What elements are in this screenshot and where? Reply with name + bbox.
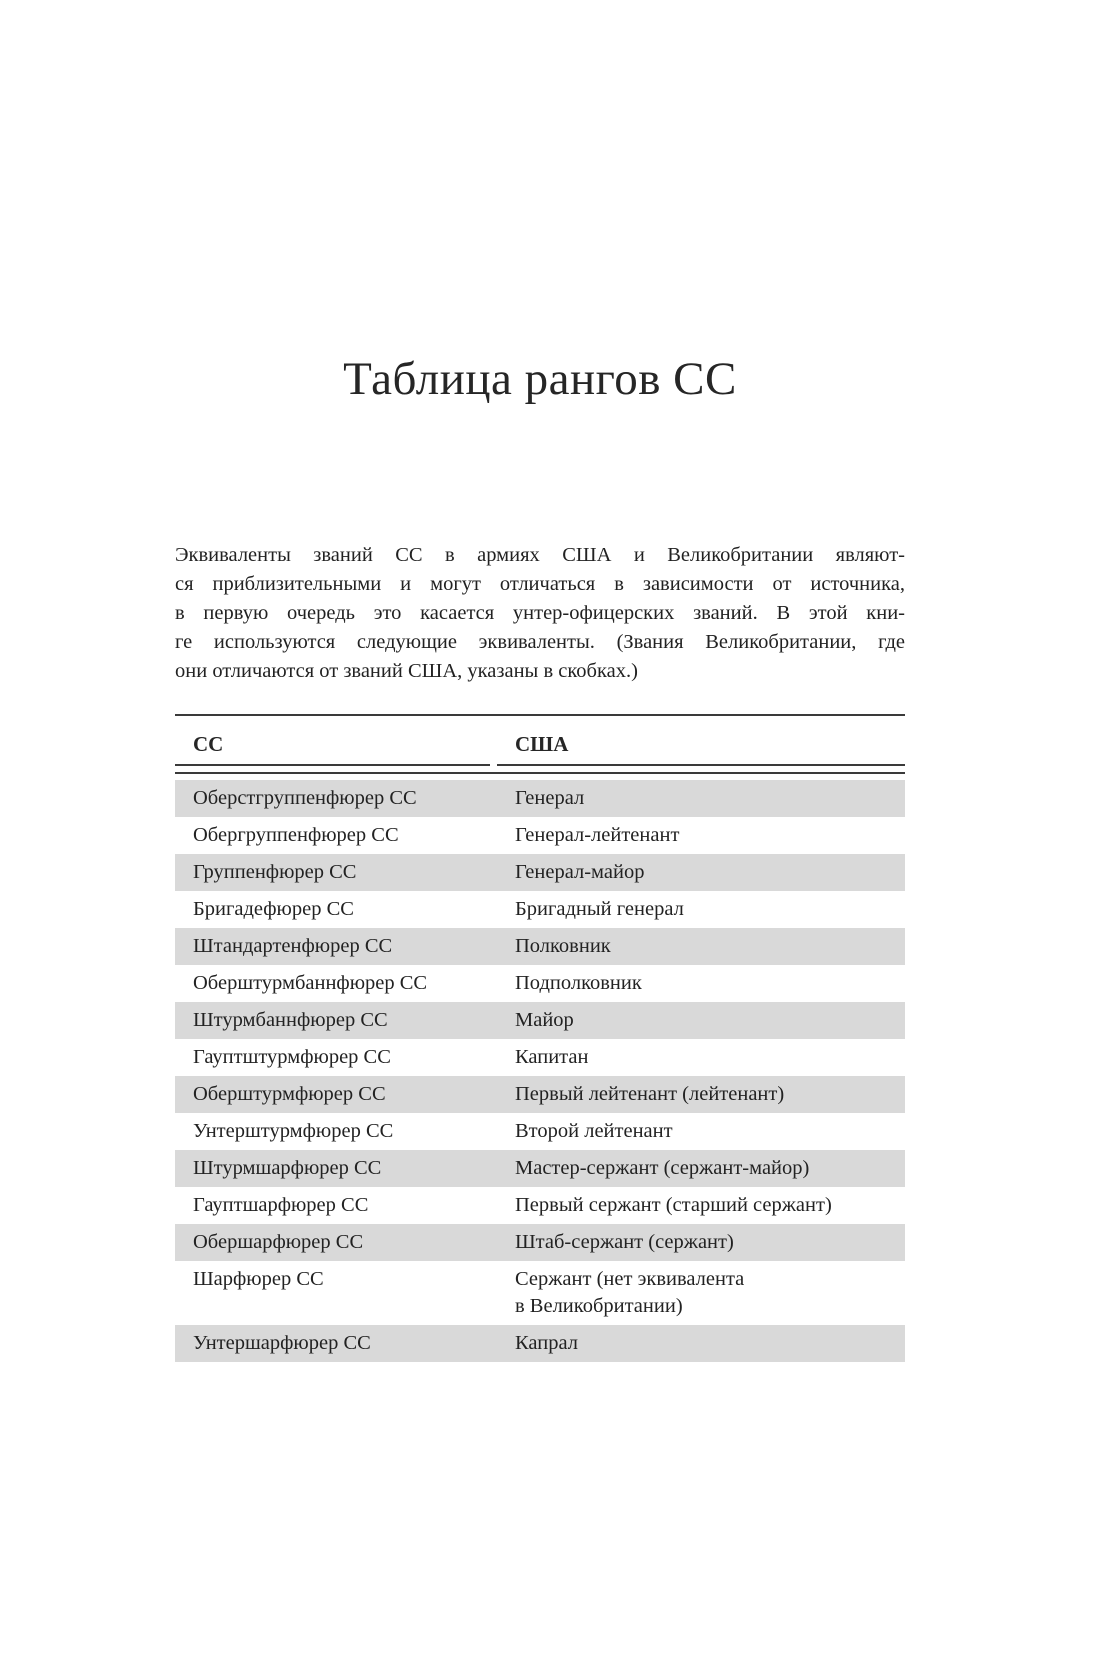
rank-usa-cell: Майор — [515, 1009, 574, 1031]
rank-usa-cell: Штаб-сержант (сержант) — [515, 1231, 734, 1253]
intro-line: Эквиваленты званий СС в армиях США и Великобритании являют- — [175, 544, 905, 566]
table-row — [175, 780, 905, 817]
rank-ss-cell: Штурмбаннфюрер СС — [193, 1009, 388, 1031]
intro-paragraph — [175, 541, 905, 686]
rank-ss-cell: Штурмшарфюрер СС — [193, 1157, 382, 1179]
table-row — [175, 1002, 905, 1039]
table-row — [175, 817, 905, 854]
intro-line: в первую очередь это касается унтер-офицерских званий. В этой кни- — [175, 602, 905, 624]
table-row — [175, 1325, 905, 1362]
table-row — [175, 854, 905, 891]
rank-usa-cell: Бригадный генерал — [515, 898, 684, 920]
rank-ss-cell: Гауптшарфюрер СС — [193, 1194, 369, 1216]
column-header-usa: США — [497, 730, 905, 766]
rank-usa-cell: Генерал — [515, 787, 585, 809]
rank-usa-cell: Полковник — [515, 935, 611, 957]
rank-usa-cell: Второй лейтенант — [515, 1120, 673, 1142]
rank-usa-cell: Мастер-сержант (сержант-майор) — [515, 1157, 810, 1179]
table-row — [175, 1224, 905, 1261]
table-row — [175, 1187, 905, 1224]
rank-usa-cell: Подполковник — [515, 972, 642, 994]
rank-ss-cell: Оберштурмбаннфюрер СС — [193, 972, 428, 994]
rank-ss-cell: Унтершарфюрер СС — [193, 1332, 371, 1354]
rank-ss-cell: Штандартенфюрер СС — [193, 935, 393, 957]
table-row — [175, 1076, 905, 1113]
table-row — [175, 891, 905, 928]
table-header-row — [175, 716, 905, 766]
table-row — [175, 1113, 905, 1150]
table-mid-rule — [175, 772, 905, 774]
rank-usa-cell: Первый сержант (старший сержант) — [515, 1194, 832, 1216]
rank-ss-cell: Шарфюрер СС — [193, 1268, 324, 1290]
rank-ss-cell: Обершарфюрер СС — [193, 1231, 364, 1253]
intro-line: ся приблизительными и могут отличаться в зависимости от источника, — [175, 573, 905, 595]
table-body — [175, 780, 905, 1362]
rank-ss-cell: Унтерштурмфюрер СС — [193, 1120, 394, 1142]
ranks-table — [175, 714, 905, 1362]
table-row — [175, 1150, 905, 1187]
rank-ss-cell: Оберстгруппенфюрер СС — [193, 787, 417, 809]
table-row — [175, 965, 905, 1002]
rank-ss-cell: Бригадефюрер СС — [193, 898, 354, 920]
rank-ss-cell: Группенфюрер СС — [193, 861, 357, 883]
rank-usa-cell: Сержант (нет эквивалента в Великобритании) — [515, 1268, 745, 1317]
rank-ss-cell: Обергруппенфюрер СС — [193, 824, 399, 846]
table-row — [175, 928, 905, 965]
rank-usa-cell: Капитан — [515, 1046, 589, 1068]
rank-usa-cell: Генерал-лейтенант — [515, 824, 680, 846]
rank-usa-cell: Капрал — [515, 1332, 578, 1354]
rank-ss-cell: Гауптштурмфюрер СС — [193, 1046, 391, 1068]
intro-line: ге используются следующие эквиваленты. (Звания Великобритании, где — [175, 631, 905, 653]
table-row — [175, 1039, 905, 1076]
page-title: Таблица рангов СС — [343, 353, 737, 405]
rank-ss-cell: Оберштурмфюрер СС — [193, 1083, 386, 1105]
rank-usa-cell: Первый лейтенант (лейтенант) — [515, 1083, 785, 1105]
table-row — [175, 1261, 905, 1325]
column-header-ss: СС — [175, 730, 490, 766]
intro-line: они отличаются от званий США, указаны в скобках.) — [175, 660, 638, 682]
rank-usa-cell: Генерал-майор — [515, 861, 645, 883]
